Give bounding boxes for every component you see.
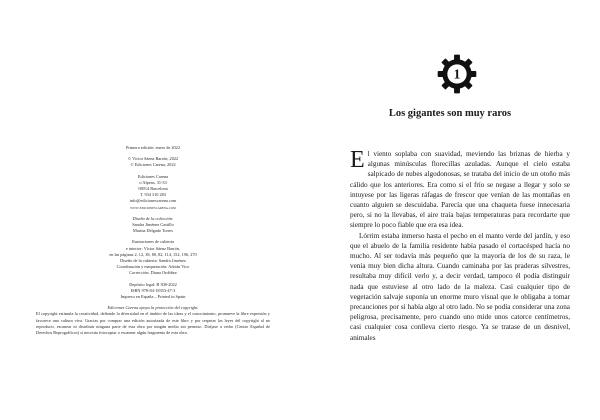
credits-block [36,239,270,276]
credits-line: Corrección: Diana Ordóñez [129,270,177,276]
copyright-author: © Víctor Sáenz Barrón, 2022 [127,156,179,162]
design-line: Sandra Jiménez Castillo [132,222,174,228]
credits-line: en las páginas 2, 12, 38, 80, 82, 114, 152, 196, 270 [109,251,197,257]
copyright-publisher: © Ediciones Carena, 2022 [130,162,176,168]
chapter-body [350,149,570,343]
publisher-line: c/Alpens, 31-33 [139,179,167,185]
publisher-line: 08014 Barcelona [138,186,168,192]
chapter-title: Los gigantes son muy raros [388,108,512,119]
drop-cap: E [350,147,365,173]
credits-line: e interior: Víctor Sáenz Barrón, [125,245,181,251]
colophon [36,145,270,341]
chapter-number: 1 [453,66,461,82]
edition-line: Primera edición: enero de 2022 [126,145,180,150]
design-line: Marina Delgado Torres [133,228,173,234]
publisher-website: www.edicionescarena.com [130,204,176,210]
legal-line: Depósito legal: B 308-2022 [129,281,177,287]
credits-line: Ilustraciones de cubierta [132,239,174,245]
paragraph-text: Lórrim estaba inmerso hasta el pecho en el manto verde del jardín, y eso que el abuelo de la familia residente había pasado el cortacésped hacía no mucho. Al ser todavía más pequeño que la mayoría de los de su raza, le venía muy bien dicha altura. Cuando caminaba por las praderas silvestres, resultaba muy difícil verlo y, a decir verdad, tampoco él podía distinguir nada que estuviese al otro lado de la maleza. Casi cualquier tipo de vegetación salvaje suponía un enorme muro visual que le obligaba a tomar precauciones por si había algo al otro lado. No se podía considerar una zona peligrosa, precisamente, pero cuando uno mide unos catorce centímetros, casi cualquier cosa conlleva cierto riesgo. Ya se tratase de un desnivel, animales [350,231,570,342]
chapter-page [300,0,600,420]
copyright-notice [36,305,270,336]
edition-note [36,145,270,151]
copyright-heading: Ediciones Carena apoya la protección del copyright. [107,305,199,311]
design-block [36,216,270,235]
gear-icon [436,53,478,95]
chapter-gear-icon [436,53,478,95]
publisher-line: T. 934 310 283 [140,192,166,198]
paragraph [350,149,570,231]
copyright-text: El copyright estimula la creatividad, defiende la diversidad en el ámbito de las ideas y el conocimiento, promueve la libre expresión y favorece una cultura viva. Gracias por comprar una edición autorizada de este libro y por respetar las leyes del copyright al no reproducir, escanear ni distribuir ninguna parte de esta obra por ningún medio sin permiso. Diríjase a cedro (Centro Español de Derechos Reprográficos) si necesita fotocopiar o escanear algún fragmento de esta obra. [36,311,270,336]
legal-line: Impreso en España – Printed in Spain [120,294,186,300]
paragraph-text: l viento soplaba con suavidad, meviendo las briznas de hierba y algunas minúsculas florecillas azuladas. Aunque el cielo estaba salpicado de nubes algodonosas, se trataba del inicio de un otoño más cálido que los anteriores. Era como si el frío se negase a llegar y solo se intuyese por las ligeras ráfagas de frescor que venían de las montañas en cuanto alguien se descuidaba. Parecía que una chaqueta fuese innecesaria pero, si no la llevabas, el aire traía bajas temperaturas para recordarte que siempre lo poco fiable que era esa idea. [350,150,570,230]
copyright-block [36,156,270,168]
paragraph [350,231,570,343]
publisher-block [36,174,270,211]
publisher-email: info@edicionescarena.com [129,198,177,204]
legal-block [36,282,270,301]
credits-line: Coordinación y maquetación: Adrián Vico [116,264,190,270]
design-heading: Diseño de la colección: [132,215,174,221]
credits-line: Diseño de la cubierta: Sandra Jiménez [120,258,186,264]
legal-line: ISBN 978-84-18353-47-3 [130,287,176,293]
publisher-line: Ediciones Carena [137,173,169,179]
